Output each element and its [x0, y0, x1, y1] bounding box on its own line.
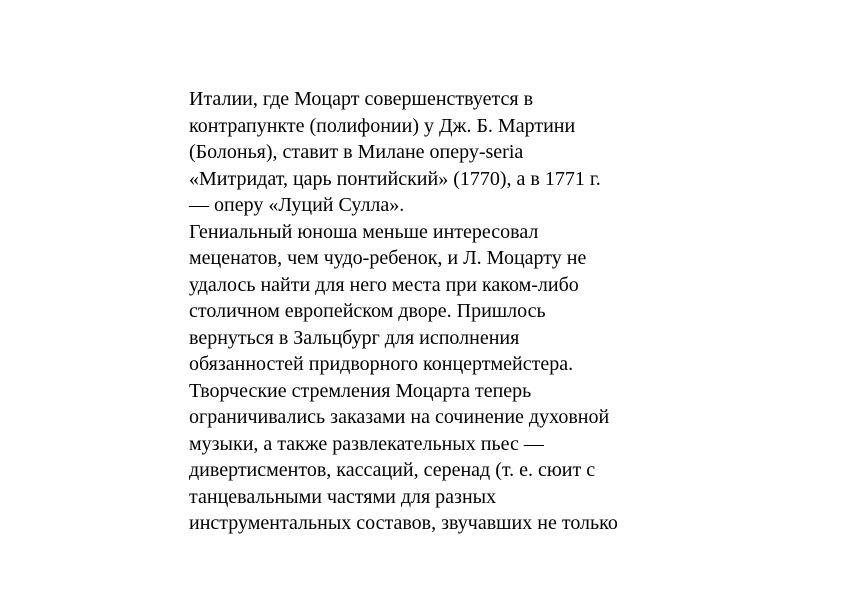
- text-line: Гениальный юноша меньше интересовал: [189, 220, 539, 243]
- text-line: столичном европейском дворе. Пришлось: [189, 300, 546, 322]
- text-line: дивертисментов, кассаций, серенад (т. е. сюит с: [189, 459, 596, 481]
- text-line: контрапункте (полифонии) у Дж. Б. Мартини: [189, 114, 576, 137]
- text-line: — оперу «Луций Сулла».: [189, 194, 405, 216]
- text-line: Италии, где Моцарт совершенствуется в: [189, 88, 534, 110]
- text-line: (Болонья), ставит в Милане оперу-seria: [189, 141, 524, 163]
- text-line: музыки, а также развлекательных пьес —: [189, 432, 544, 455]
- text-line: меценатов, чем чудо-ребенок, и Л. Моцарту не: [189, 247, 587, 269]
- text-line: танцевальными частями для разных: [189, 485, 497, 508]
- text-line: Творческие стремления Моцарта теперь: [189, 379, 532, 402]
- text-line: ограничивались заказами на сочинение духовной: [189, 406, 610, 428]
- text-line: инструментальных составов, звучавших не только: [189, 512, 618, 534]
- text-line: обязанностей придворного концертмейстера.: [189, 353, 574, 375]
- body-text: [189, 86, 709, 537]
- text-line: вернуться в Зальцбург для исполнения: [189, 326, 520, 349]
- text-line: удалось найти для него места при каком-либо: [189, 273, 579, 296]
- text-line: «Митридат, царь понтийский» (1770), а в 1771 г.: [189, 167, 601, 190]
